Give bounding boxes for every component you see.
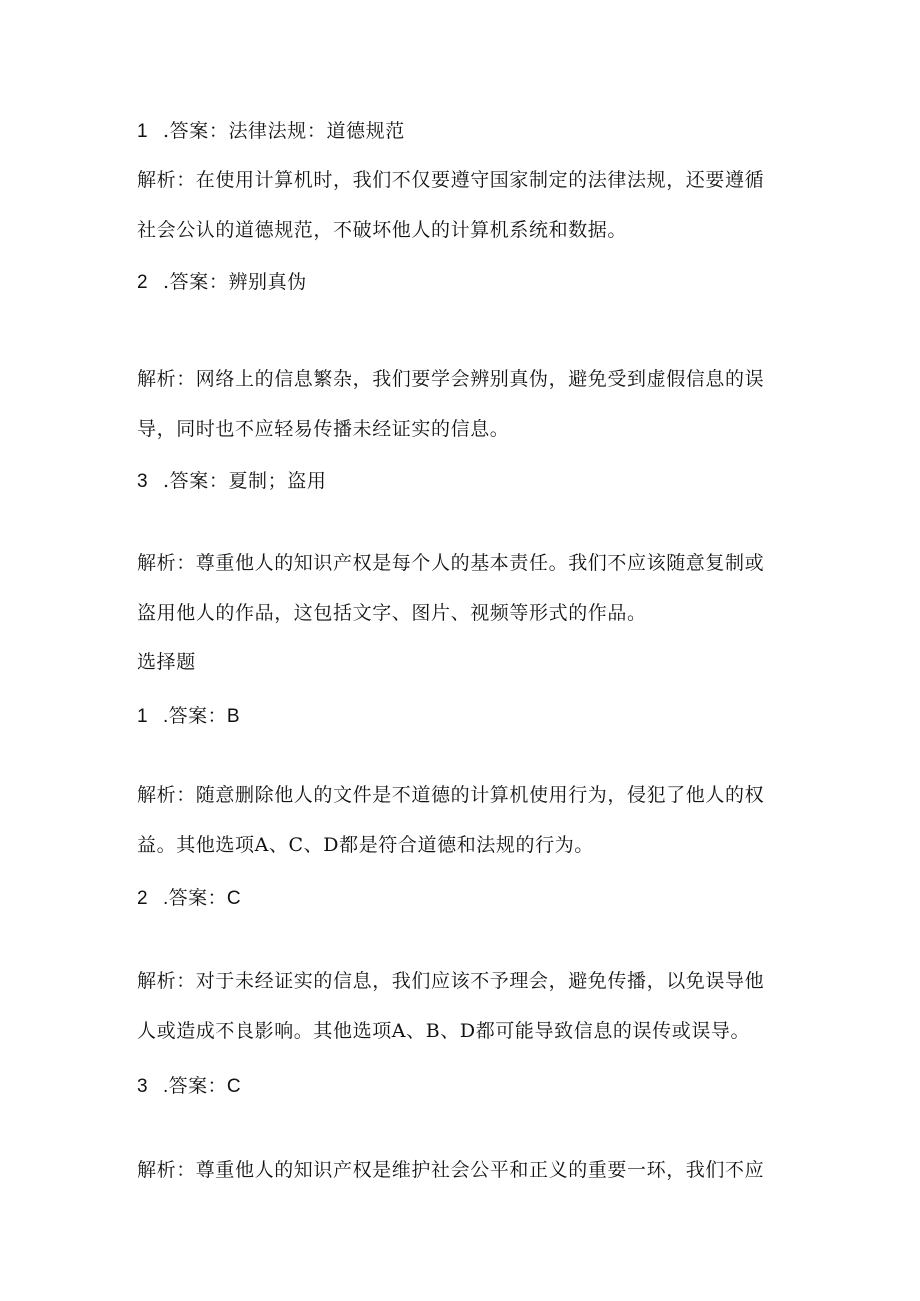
choice-answer-3 bbox=[137, 1074, 241, 1100]
answer-text: .答案：辨别真伪 bbox=[163, 271, 307, 293]
item-number: 3 bbox=[137, 1076, 148, 1097]
item-number: 2 bbox=[137, 272, 149, 293]
explanation-line: 解析：尊重他人的知识产权是每个人的基本责任。我们不应该随意复制或 bbox=[137, 552, 765, 574]
explanation-line: 解析：尊重他人的知识产权是维护社会公平和正义的重要一环，我们不应 bbox=[137, 1159, 765, 1181]
fill-answer-3 bbox=[137, 468, 326, 495]
answer-text: .答案：C bbox=[163, 1076, 242, 1097]
item-number: 1 bbox=[137, 121, 149, 142]
explanation-line: 盗用他人的作品，这包括文字、图片、视频等形式的作品。 bbox=[137, 602, 647, 624]
answer-text: .答案：法律法规：道德规范 bbox=[163, 120, 405, 142]
explanation-line: 益。其他选项A、C、D都是符合道德和法规的行为。 bbox=[137, 834, 594, 856]
answer-text: .答案：夏制；盗用 bbox=[163, 470, 327, 492]
explanation-line: 解析：随意删除他人的文件是不道德的计算机使用行为，侵犯了他人的权 bbox=[137, 784, 765, 806]
section-heading: 选择题 bbox=[137, 651, 196, 673]
explanation-line: 解析：对于未经证实的信息，我们应该不予理会，避免传播，以免误导他 bbox=[137, 970, 765, 992]
explanation-line: 解析：网络上的信息繁杂，我们要学会辨别真伪，避免受到虚假信息的误 bbox=[137, 368, 765, 390]
item-number: 1 bbox=[137, 706, 148, 727]
item-number: 2 bbox=[137, 888, 148, 909]
fill-answer-2 bbox=[137, 269, 307, 296]
answer-text: .答案：C bbox=[163, 888, 242, 909]
explanation-line: 社会公认的道德规范，不破坏他人的计算机系统和数据。 bbox=[137, 219, 628, 241]
item-number: 3 bbox=[137, 471, 149, 492]
explanation-line: 导，同时也不应轻易传播未经证实的信息。 bbox=[137, 418, 510, 440]
fill-answer-1 bbox=[137, 118, 405, 145]
choice-answer-1 bbox=[137, 704, 240, 730]
answer-text: .答案：B bbox=[163, 706, 240, 727]
explanation-line: 解析：在使用计算机时，我们不仅要遵守国家制定的法律法规，还要遵循 bbox=[137, 169, 765, 191]
explanation-line: 人或造成不良影响。其他选项A、B、D都可能导致信息的误传或误导。 bbox=[137, 1020, 751, 1042]
choice-answer-2 bbox=[137, 886, 241, 912]
